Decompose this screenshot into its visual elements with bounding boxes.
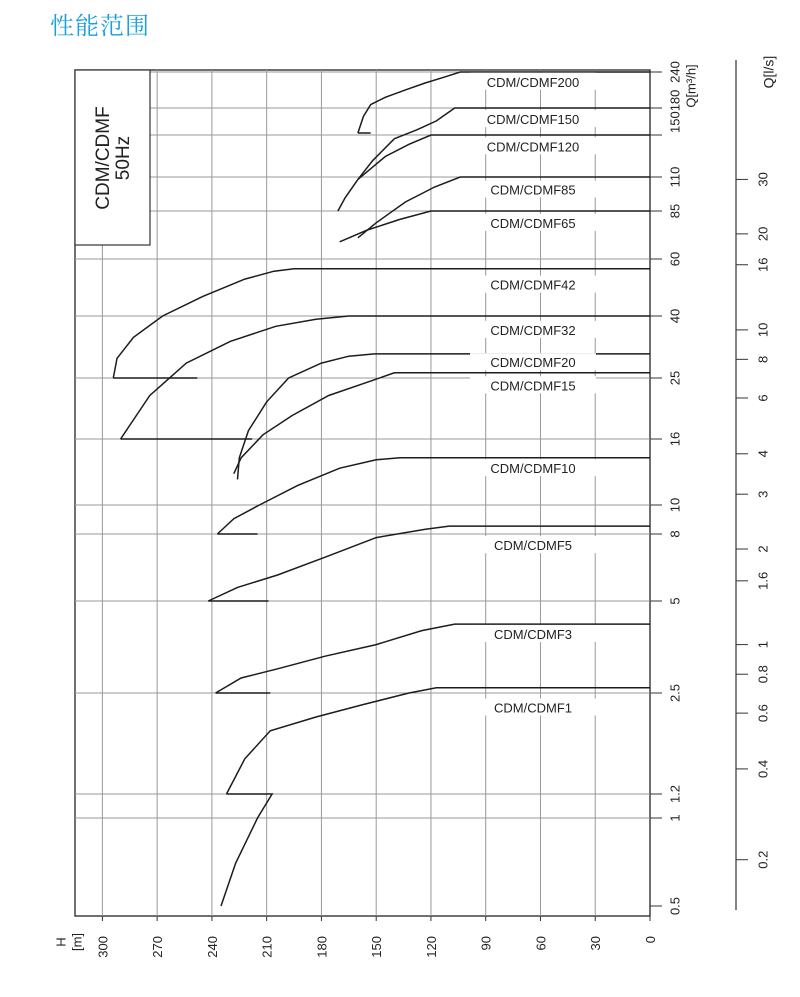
series-label: CDM/CDMF65 bbox=[490, 215, 576, 231]
series-curve-lower-cdmcdmf150 bbox=[338, 139, 395, 211]
h-tick-label: 30 bbox=[588, 936, 604, 951]
h-tick-label: 60 bbox=[533, 936, 549, 951]
ls-tick-label: 30 bbox=[755, 172, 771, 187]
ls-tick-label: 1.6 bbox=[755, 571, 771, 590]
series-label: CDM/CDMF20 bbox=[490, 355, 576, 371]
q-axis-top-label: 240 bbox=[667, 61, 683, 83]
q-tick-label-combined: 150180 bbox=[667, 89, 683, 133]
q-tick-label: 0.5 bbox=[667, 896, 683, 916]
ls-tick-label: 0.8 bbox=[755, 665, 771, 684]
h-tick-label: 270 bbox=[150, 936, 166, 958]
ls-tick-label: 0.6 bbox=[755, 704, 771, 723]
q-tick-label: 25 bbox=[667, 370, 683, 386]
q-tick-label: 5 bbox=[667, 597, 683, 605]
series-curve-lower-cdmcdmf1 bbox=[221, 794, 272, 906]
series-label: CDM/CDMF1 bbox=[494, 700, 572, 716]
q-tick-label: 60 bbox=[667, 251, 683, 267]
series-label: CDM/CDMF85 bbox=[490, 182, 576, 198]
q-tick-label: 85 bbox=[667, 203, 683, 219]
h-tick-label: 180 bbox=[314, 936, 330, 958]
series-label: CDM/CDMF150 bbox=[486, 112, 580, 128]
ls-tick-label: 4 bbox=[755, 450, 771, 458]
q-tick-label: 10 bbox=[667, 497, 683, 513]
ls-tick-label: 0.2 bbox=[755, 850, 771, 869]
series-label: CDM/CDMF10 bbox=[490, 461, 576, 477]
h-tick-label: 0 bbox=[643, 936, 658, 944]
h-axis-unit: [m] bbox=[69, 932, 85, 952]
q-tick-label: 110 bbox=[667, 166, 683, 188]
q-tick-label: 8 bbox=[667, 530, 683, 538]
ls-tick-label: 1 bbox=[755, 640, 771, 649]
ls-tick-label: 10 bbox=[755, 322, 771, 338]
h-axis-label: H bbox=[53, 937, 69, 947]
ls-tick-label: 2 bbox=[755, 545, 771, 553]
series-label: CDM/CDMF120 bbox=[486, 139, 580, 155]
h-tick-label: 240 bbox=[204, 936, 220, 958]
q-tick-label: 1.2 bbox=[667, 784, 683, 804]
q-tick-label: 40 bbox=[667, 308, 683, 324]
q-tick-label: 2.5 bbox=[667, 683, 683, 703]
h-tick-label: 300 bbox=[95, 936, 111, 958]
series-label: CDM/CDMF15 bbox=[490, 378, 576, 394]
h-tick-label: 120 bbox=[423, 936, 439, 958]
page-title: 性能范围 bbox=[50, 12, 150, 40]
ls-axis-label: Q[l/s] bbox=[760, 55, 777, 89]
q-tick-label: 1 bbox=[667, 814, 683, 822]
series-label: CDM/CDMF32 bbox=[490, 322, 576, 338]
h-tick-label: 90 bbox=[478, 936, 494, 951]
ls-tick-label: 8 bbox=[755, 355, 771, 363]
q-tick-label: 16 bbox=[667, 431, 683, 447]
ls-tick-label: 0.4 bbox=[755, 759, 771, 778]
h-tick-label: 150 bbox=[369, 936, 385, 958]
series-label: CDM/CDMF5 bbox=[494, 538, 572, 554]
h-tick-label: 210 bbox=[259, 936, 275, 958]
ls-tick-label: 16 bbox=[755, 257, 771, 272]
ls-tick-label: 20 bbox=[755, 226, 771, 242]
series-box-line1: CDM/CDMF bbox=[93, 106, 115, 210]
series-box-line2: 50Hz bbox=[113, 135, 135, 181]
series-label: CDM/CDMF200 bbox=[486, 74, 580, 90]
ls-tick-label: 6 bbox=[755, 394, 771, 402]
series-label: CDM/CDMF3 bbox=[494, 626, 572, 642]
series-label: CDM/CDMF42 bbox=[490, 277, 576, 293]
ls-tick-label: 3 bbox=[755, 490, 771, 498]
q-axis-unit-label: Q[m³/h] bbox=[683, 64, 699, 108]
